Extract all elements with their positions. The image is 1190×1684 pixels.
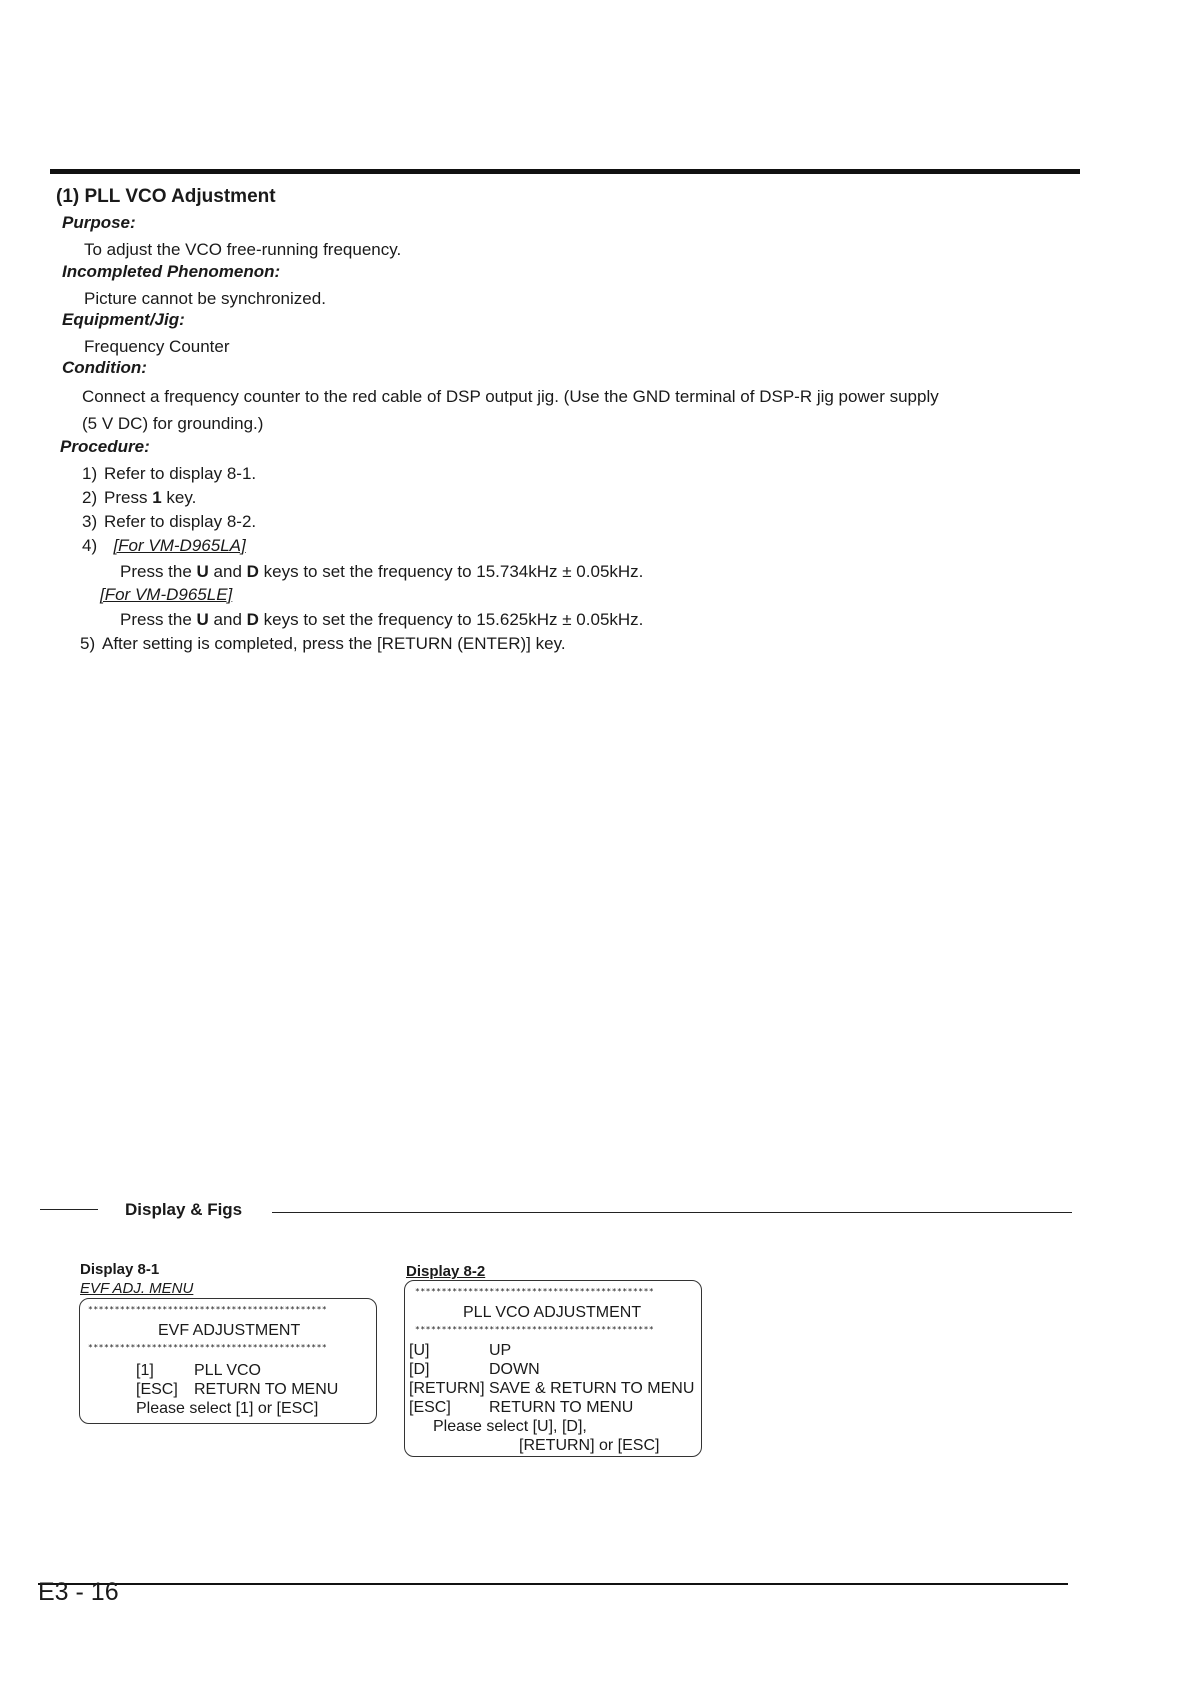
step-text: Refer to display 8-1. (104, 464, 257, 483)
menu-row-pll-vco (136, 1361, 261, 1380)
purpose-label: Purpose: (62, 213, 136, 232)
menu-value: PLL VCO (194, 1362, 261, 1379)
menu-row-down (409, 1360, 540, 1379)
star-divider: ********************************************* (415, 1287, 655, 1296)
procedure-step-5 (80, 634, 566, 654)
condition-line-2: (5 V DC) for grounding.) (82, 414, 264, 433)
step-text: keys to set the frequency to 15.625kHz ± 0.05kHz. (258, 610, 644, 629)
step-text: and (208, 610, 247, 629)
display-header-rule-right (272, 1212, 1072, 1213)
menu-row-up (409, 1341, 511, 1360)
bottom-rule (38, 1583, 1068, 1585)
page-number: E3 - 16 (38, 1578, 119, 1606)
model-label-la: [For VM-D965LA] (113, 536, 246, 555)
menu-value: DOWN (489, 1361, 540, 1378)
step-text: key. (161, 488, 197, 507)
menu-key: [U] (409, 1342, 430, 1359)
menu-row-esc (136, 1380, 338, 1399)
display-8-2-title: Display 8-2 (406, 1263, 486, 1280)
display-8-1-heading: EVF ADJUSTMENT (158, 1322, 301, 1339)
step-text: Refer to display 8-2. (104, 512, 257, 531)
menu-value: UP (489, 1342, 512, 1359)
equipment-label: Equipment/Jig: (62, 310, 185, 329)
step-number: 2) (82, 488, 98, 507)
procedure-step-4-model-b (100, 585, 232, 605)
procedure-step-2 (82, 488, 196, 508)
step-number: 5) (80, 634, 96, 653)
menu-prompt-line-1: Please select [U], [D], (433, 1418, 587, 1435)
display-8-1-screen (79, 1298, 377, 1424)
star-divider: ********************************************* (88, 1305, 328, 1314)
display-section-header: Display & Figs (125, 1200, 243, 1219)
menu-row-return (409, 1379, 694, 1398)
step-number: 4) (82, 536, 98, 555)
display-8-2-screen (404, 1280, 702, 1457)
purpose-text: To adjust the VCO free-running frequency. (84, 240, 402, 259)
menu-value: RETURN TO MENU (194, 1381, 339, 1398)
menu-row-esc (409, 1398, 633, 1417)
display-8-1-subtitle: EVF ADJ. MENU (80, 1280, 194, 1297)
menu-key: [ESC] (409, 1399, 451, 1416)
incompleted-label: Incompleted Phenomenon: (62, 262, 281, 281)
display-8-2-heading: PLL VCO ADJUSTMENT (463, 1304, 642, 1321)
menu-value: RETURN TO MENU (489, 1399, 634, 1416)
procedure-step-4 (82, 536, 246, 556)
step-number: 1) (82, 464, 98, 483)
procedure-step-3 (82, 512, 256, 532)
star-divider: ********************************************* (415, 1325, 655, 1334)
procedure-step-4a (120, 562, 643, 582)
procedure-label: Procedure: (60, 437, 150, 456)
step-text: Press (104, 488, 153, 507)
star-divider: ********************************************* (88, 1343, 328, 1352)
step-text: and (208, 562, 247, 581)
key-label: U (196, 562, 209, 581)
step-text: After setting is completed, press the [RETURN (ENTER)] key. (102, 634, 566, 653)
step-text: Press the (120, 610, 197, 629)
menu-prompt-line-2: [RETURN] or [ESC] (519, 1437, 660, 1454)
step-text: keys to set the frequency to 15.734kHz ± 0.05kHz. (258, 562, 644, 581)
menu-key: [D] (409, 1361, 430, 1378)
menu-key: [1] (136, 1362, 154, 1379)
top-rule (50, 169, 1080, 174)
key-label: U (196, 610, 209, 629)
menu-prompt: Please select [1] or [ESC] (136, 1400, 319, 1417)
condition-label: Condition: (62, 358, 147, 377)
step-text: Press the (120, 562, 197, 581)
display-8-1-title: Display 8-1 (80, 1261, 160, 1278)
incompleted-text: Picture cannot be synchronized. (84, 289, 326, 308)
equipment-text: Frequency Counter (84, 337, 230, 356)
section-title: (1) PLL VCO Adjustment (56, 186, 276, 207)
key-label: D (246, 610, 259, 629)
model-label-le: [For VM-D965LE] (100, 585, 233, 604)
key-label: 1 (152, 488, 162, 507)
menu-value: SAVE & RETURN TO MENU (489, 1380, 695, 1397)
display-header-rule-left (40, 1209, 98, 1210)
menu-key: [RETURN] (409, 1380, 485, 1397)
menu-key: [ESC] (136, 1381, 178, 1398)
procedure-step-1 (82, 464, 256, 484)
step-number: 3) (82, 512, 98, 531)
condition-line-1: Connect a frequency counter to the red cable of DSP output jig. (Use the GND terminal of DSP-R jig power supply (82, 387, 939, 406)
key-label: D (246, 562, 259, 581)
procedure-step-4b (120, 610, 643, 630)
